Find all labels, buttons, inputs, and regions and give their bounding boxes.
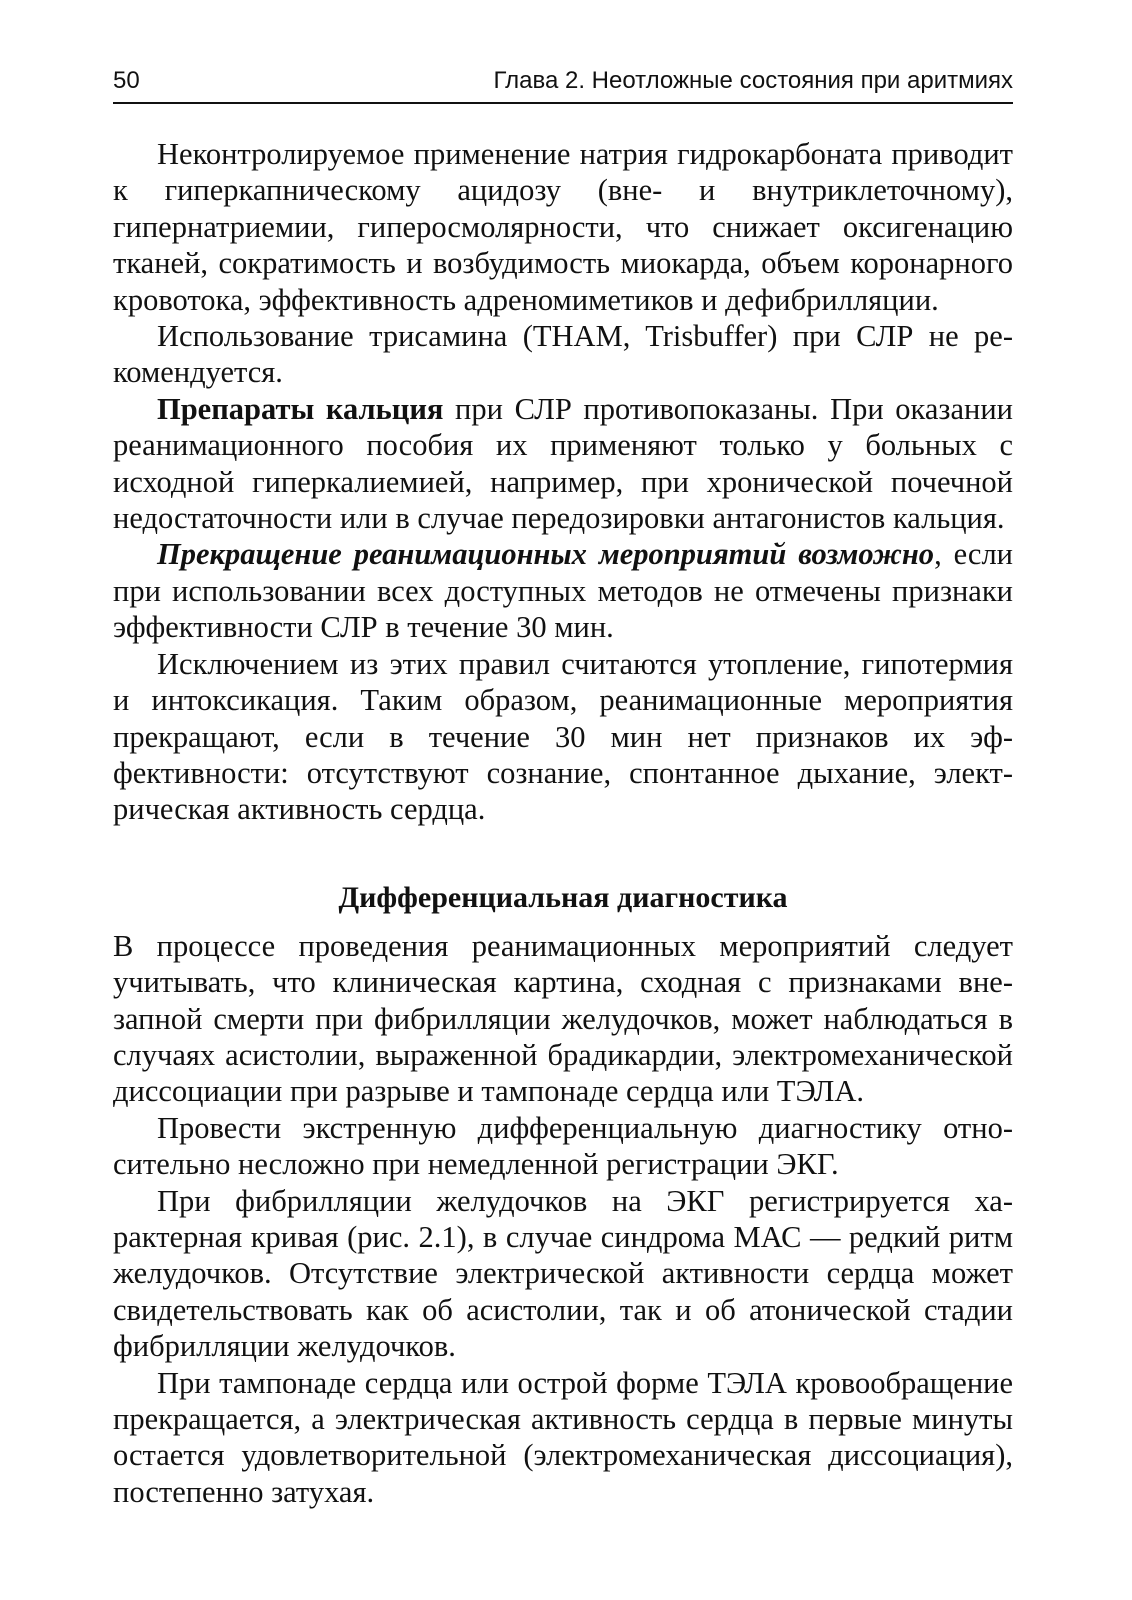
chapter-title: Глава 2. Неотложные состояния при аритмиях (493, 67, 1013, 94)
paragraph-exceptions: Исключением из этих правил считаются утопление, гипотермия и интоксикация. Таким образом, реанимационные мероприятия прекращают, если в течение 30 мин нет признаков их эффективности: отсутствуют сознание, спонтанное дыхание, электрическая активность сердца. (113, 646, 1013, 827)
section-resuscitation-text (113, 136, 1013, 828)
section-heading: Дифференциальная диагностика (338, 880, 788, 914)
term-calcium-preparations: Препараты кальция (157, 391, 444, 426)
paragraph-tamponade: При тампонаде сердца или острой форме ТЭЛА кровообращение прекращается, а электрическая активность сердца в первые минуты остается удовлетворительной (электромеханическая диссоциация), постепенно затухая. (113, 1365, 1013, 1509)
paragraph-termination (113, 536, 1013, 645)
term-termination: Прекращение реанимационных мероприятий возможно (157, 537, 935, 572)
paragraph-clinical-picture: В процессе проведения реанимационных мероприятий следует учитывать, что клиническая картина, сходная с признаками внезапной смерти при фибрилляции желудочков, может наблюдаться в случаях асистолии, выраженной брадикардии, электромеханической диссоциации при разрыве и тампонаде сердца или ТЭЛА. (113, 928, 1013, 1109)
paragraph-sodium-bicarbonate: Неконтролируемое применение натрия гидрокарбоната приводит к гиперкапническому ацидозу (вне- и внутриклеточному), гипернатриемии, гиперосмолярности, что снижает оксигенацию тканей, сократимость и возбудимость миокарда, объем коронарного кровотока, эффективность адреномиметиков и дефибрилляции. (113, 137, 1013, 317)
running-header (113, 66, 1013, 104)
paragraph-trisamine: Использование трисамина (THAM, Trisbuffer) при СЛР не рекомендуется. (113, 319, 1013, 390)
paragraph-calcium-text: при СЛР противопоказаны. При оказании реанимационного пособия их применяют только у больных с исходной гиперкалиемией, например, при хронической почечной недостаточности или в случае передозировки антагонистов кальция. (113, 391, 1013, 536)
book-page (113, 66, 1013, 1510)
paragraph-termination-text: , если при использовании всех доступных методов не отмечены признаки эффективности СЛР в течение 30 мин. (113, 537, 1013, 645)
paragraph-ecg-diagnosis: Провести экстренную дифференциальную диагностику относительно несложно при немедленной регистрации ЭКГ. (113, 1110, 1013, 1182)
page-number: 50 (113, 67, 140, 94)
section-differential-text (113, 928, 1013, 1511)
paragraph-calcium (113, 391, 1013, 537)
paragraph-fibrillation: При фибрилляции желудочков на ЭКГ регистрируется характерная кривая (рис. 2.1), в случае синдрома МАС — редкий ритм желудочков. Отсутствие электрической активности сердца может свидетельствовать как об асистолии, так и об атонической стадии фибрилляции желудочков. (113, 1183, 1013, 1364)
